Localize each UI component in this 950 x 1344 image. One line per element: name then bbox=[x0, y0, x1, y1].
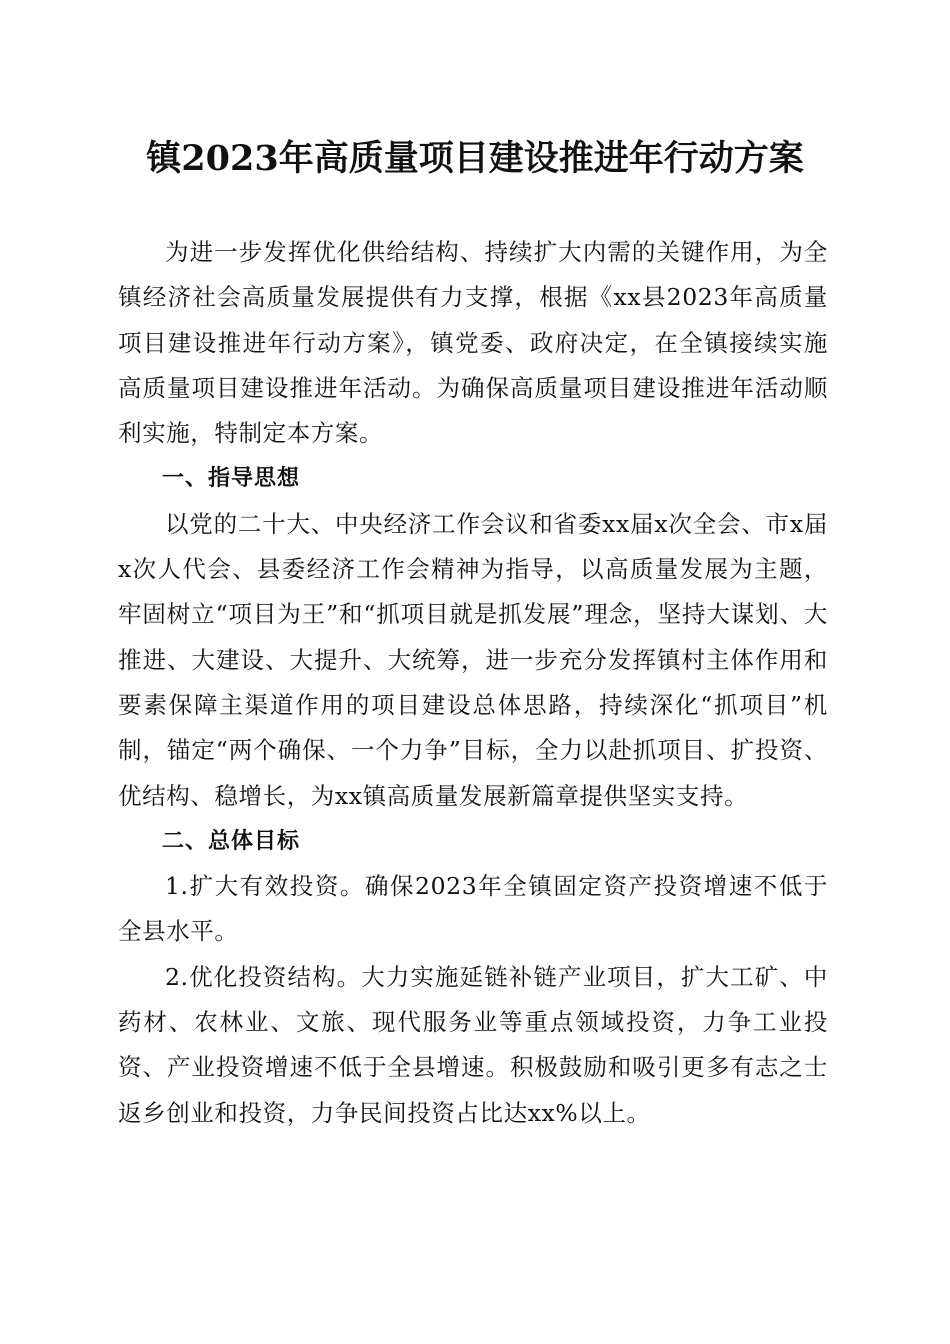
document-body bbox=[118, 230, 828, 1136]
section-heading-overall-goals: 二、总体目标 bbox=[162, 828, 301, 854]
goal-paragraph-expand-investment: 1.扩大有效投资。确保2023年全镇固定资产投资增速不低于全县水平。 bbox=[118, 872, 828, 946]
intro-paragraph: 为进一步发挥优化供给结构、持续扩大内需的关键作用，为全镇经济社会高质量发展提供有力支撑，根据《xx县2023年高质量项目建设推进年行动方案》，镇党委、政府决定，在全镇接续实施高质量项目建设推进年活动。为确保高质量项目建设推进年活动顺利实施，特制定本方案。 bbox=[118, 238, 828, 448]
document-title: 镇2023年高质量项目建设推进年行动方案 bbox=[146, 138, 804, 179]
guiding-ideology-paragraph: 以党的二十大、中央经济工作会议和省委xx届x次全会、市x届x次人代会、县委经济工作会精神为指导，以高质量发展为主题，牢固树立“项目为王”和“抓项目就是抓发展”理念，坚持大谋划、大推进、大建设、大提升、大统筹，进一步充分发挥镇村主体作用和要素保障主渠道作用的项目建设总体思路，持续深化“抓项目”机制，锚定“两个确保、一个力争”目标，全力以赴抓项目、扩投资、优结构、稳增长，为xx镇高质量发展新篇章提供坚实支持。 bbox=[118, 509, 828, 810]
section-heading-guiding-ideology: 一、指导思想 bbox=[162, 466, 301, 492]
goal-paragraph-optimize-structure: 2.优化投资结构。大力实施延链补链产业项目，扩大工矿、中药材、农林业、文旅、现代服务业等重点领域投资，力争工业投资、产业投资增速不低于全县增速。积极鼓励和吸引更多有志之士返乡创业和投资，力争民间投资占比达xx%以上。 bbox=[118, 962, 828, 1127]
